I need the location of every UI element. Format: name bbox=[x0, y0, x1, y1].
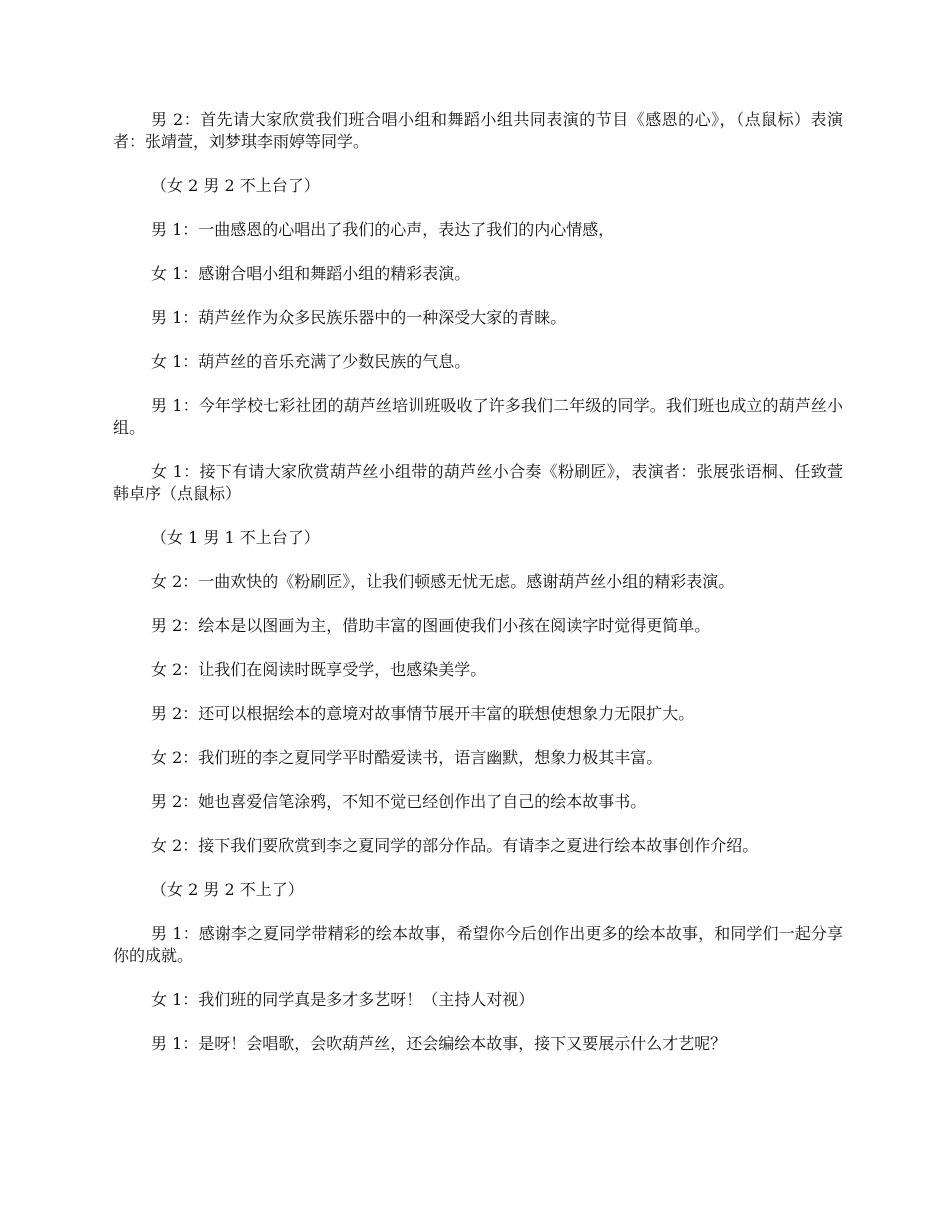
paragraph: 女 1：葫芦丝的音乐充满了少数民族的气息。 bbox=[151, 352, 471, 371]
paragraph: 女 1：感谢合唱小组和舞蹈小组的精彩表演。 bbox=[151, 264, 471, 283]
paragraph: 女 2：我们班的李之夏同学平时酷爱读书，语言幽默，想象力极其丰富。 bbox=[151, 748, 663, 767]
paragraph: 男 1：感谢李之夏同学带精彩的绘本故事，希望你今后创作出更多的绘本故事，和同学们一起分享你的成就。 bbox=[113, 924, 843, 965]
paragraph: 女 2：一曲欢快的《粉刷匠》，让我们顿感无忧无虑。感谢葫芦丝小组的精彩表演。 bbox=[151, 572, 735, 591]
paragraph: （女 2 男 2 不上台了） bbox=[151, 176, 320, 195]
paragraph: 男 1：一曲感恩的心唱出了我们的心声，表达了我们的内心情感， bbox=[151, 220, 615, 239]
paragraph: 男 2：还可以根据绘本的意境对故事情节展开丰富的联想使想象力无限扩大。 bbox=[151, 704, 695, 723]
paragraph: 女 1：我们班的同学真是多才多艺呀！（主持人对视） bbox=[151, 990, 535, 1009]
paragraph: 女 1：接下有请大家欣赏葫芦丝小组带的葫芦丝小合奏《粉刷匠》，表演者：张展张语桐、任致萱韩卓序（点鼠标） bbox=[113, 462, 843, 503]
paragraph: 男 2：首先请大家欣赏我们班合唱小组和舞蹈小组共同表演的节目《感恩的心》，（点鼠标）表演者：张靖萱，刘梦琪李雨婷等同学。 bbox=[113, 110, 843, 151]
paragraph: 男 2：绘本是以图画为主，借助丰富的图画使我们小孩在阅读字时觉得更简单。 bbox=[151, 616, 711, 635]
paragraph: 女 2：接下我们要欣赏到李之夏同学的部分作品。有请李之夏进行绘本故事创作介绍。 bbox=[151, 836, 759, 855]
paragraph: 女 2：让我们在阅读时既享受学，也感染美学。 bbox=[151, 660, 487, 679]
paragraph: 男 1：葫芦丝作为众多民族乐器中的一种深受大家的青睐。 bbox=[151, 308, 567, 327]
paragraph: （女 1 男 1 不上台了） bbox=[151, 528, 320, 547]
paragraph: 男 2：她也喜爱信笔涂鸦，不知不觉已经创作出了自己的绘本故事书。 bbox=[151, 792, 647, 811]
paragraph: 男 1：是呀！会唱歌，会吹葫芦丝，还会编绘本故事，接下又要展示什么才艺呢？ bbox=[151, 1034, 727, 1053]
document-body bbox=[113, 109, 843, 1077]
paragraph: 男 1：今年学校七彩社团的葫芦丝培训班吸收了许多我们二年级的同学。我们班也成立的葫芦丝小组。 bbox=[113, 396, 843, 437]
paragraph: （女 2 男 2 不上了） bbox=[151, 880, 304, 899]
